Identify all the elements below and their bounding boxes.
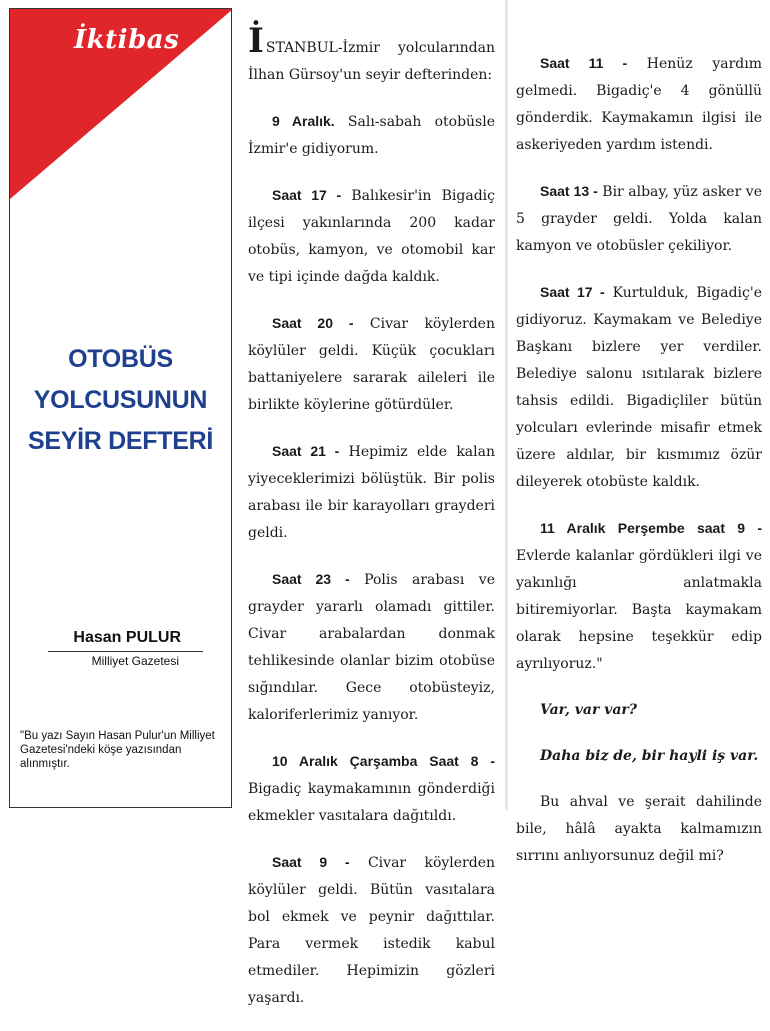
emphasis-line-1: Var, var var? bbox=[540, 702, 637, 718]
section-kicker: İktibas bbox=[74, 25, 180, 55]
log-entry: Saat 13 - Bir albay, yüz asker ve 5 grayder geldi. Yolda kalan kamyon ve otobüsler çekiliyor. bbox=[516, 183, 762, 254]
page-fold bbox=[505, 0, 508, 810]
article-headline bbox=[10, 339, 231, 462]
article-column-2 bbox=[516, 50, 762, 889]
log-entry: Saat 23 - Polis arabası ve grayder yararlı olamadı gittiler. Civar arabalardan donmak tehlikesinde olanlar bizim otobüse sığındılar. Gece otobüsteyiz, kaloriferlerimiz yanıyor. bbox=[248, 571, 495, 723]
log-entry: Saat 9 - Civar köylerden köylüler geldi. Bütün vasıtalara bol ekmek ve peynir dağıttılar. Para vermek istedik kabul etmediler. Hepimizin gözleri yaşardı. bbox=[248, 854, 495, 1006]
sidebar-panel bbox=[9, 8, 232, 808]
headline-line-1: OTOBÜS bbox=[68, 345, 173, 373]
source-note: "Bu yazı Sayın Hasan Pulur'un Milliyet Gazetesi'ndeki köşe yazısından alınmıştır. bbox=[20, 730, 215, 770]
log-entry: 10 Aralık Çarşamba Saat 8 - Bigadiç kaymakamının gönderdiği ekmekler vasıtalara dağıtıldı. bbox=[248, 753, 495, 824]
source-newspaper: Milliyet Gazetesi bbox=[91, 654, 179, 668]
headline-line-3: SEYİR DEFTERİ bbox=[27, 427, 214, 455]
log-entry: Saat 20 - Civar köylerden köylüler geldi. Küçük çocukları battaniyelere sararak aileleri ile birlikte köylerine götürdüler. bbox=[248, 315, 495, 413]
drop-cap: İ bbox=[248, 21, 264, 61]
author-divider bbox=[48, 651, 203, 652]
article-column-1 bbox=[248, 21, 495, 1031]
log-entry: Saat 17 - Balıkesir'in Bigadiç ilçesi yakınlarında 200 kadar otobüs, kamyon, ve otomobil kar ve tipi içinde dağda kaldık. bbox=[248, 187, 495, 285]
log-entry: 11 Aralık Perşembe saat 9 - Evlerde kalanlar gördükleri ilgi ve yakınlığı anlatmakla bitiremiyorlar. Başta kaymakam olarak hepsine teşekkür edip ayrılıyoruz." bbox=[516, 520, 762, 672]
intro-paragraph: İSTANBUL-İzmir yolcularından İlhan Gürsoy'un seyir defterinden: bbox=[248, 21, 495, 83]
author-name: Hasan PULUR bbox=[73, 629, 181, 646]
log-entry: 9 Aralık. Salı-sabah otobüsle İzmir'e gidiyorum. bbox=[248, 113, 495, 157]
closing-paragraph: Bu ahval ve şerait dahilinde bile, hâlâ ayakta kalmamızın sırrını anlıyorsunuz değil mi? bbox=[516, 794, 762, 864]
log-entry: Saat 17 - Kurtulduk, Bigadiç'e gidiyoruz. Kaymakam ve Belediye Başkanı bizlere yer verdiler. Belediye salonu ısıtılarak bizlere tahsis edildi. Bigadiçliler bütün yolcuları evlerinde misafir etmek üzere aldılar, bir kısmımız özür dileyerek otobüste kaldık. bbox=[516, 284, 762, 490]
headline-line-2: YOLCUSUNUN bbox=[33, 386, 208, 414]
log-entry: Saat 21 - Hepimiz elde kalan yiyeceklerimizi bölüştük. Bir polis arabası ile bir karayolları grayderi geldi. bbox=[248, 443, 495, 541]
emphasis-line-2: Daha biz de, bir hayli iş var. bbox=[540, 748, 759, 764]
log-entry: Saat 11 - Henüz yardım gelmedi. Bigadiç'e 4 gönüllü gönderdik. Kaymakamın ilgisi ile askeriyeden yardım istendi. bbox=[516, 55, 762, 153]
